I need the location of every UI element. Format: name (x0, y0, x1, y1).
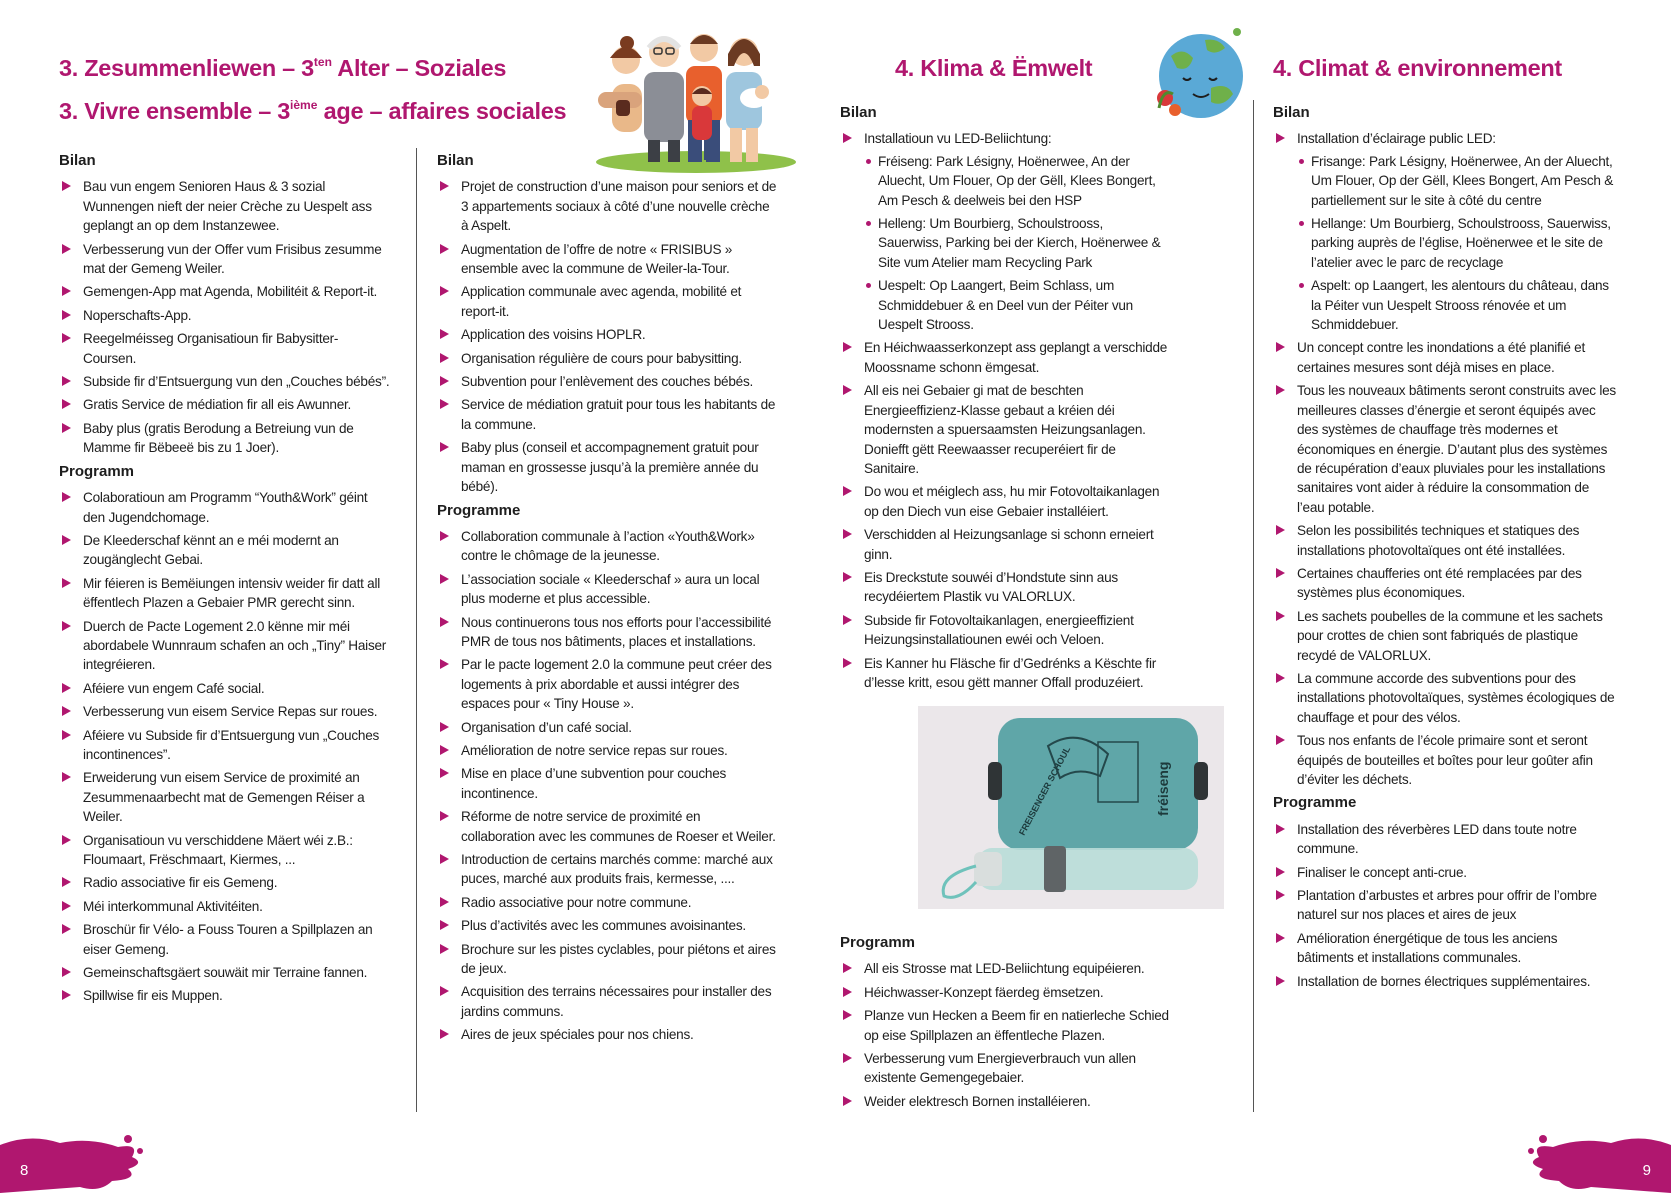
sub-list-item: Helleng: Um Bourbierg, Schoulstrooss, Sauerwiss, Parking bei der Kierch, Hoënerwee & Site vum Atelier mam Recycling Park (864, 214, 1170, 272)
list-item: Planze vun Hecken a Beem fir en natierleche Schied op eise Spillplazen an ëffentleche Plazen. (840, 1006, 1170, 1045)
list-item: Les sachets poubelles de la commune et les sachets pour crottes de chien sont fabriqués de plastique recydé de VALORLUX. (1273, 607, 1616, 665)
list-item: Duerch de Pacte Logement 2.0 kënne mir méi abordabele Wunnraum schafen an och „Tiny” Haiser integréieren. (59, 617, 391, 675)
list-item: Baby plus (conseil et accompagnement gratuit pour maman en grossesse jusqu’à la première année du bébé). (437, 438, 777, 496)
list-item: Amélioration énergétique de tous les anciens bâtiments et installations communales. (1273, 929, 1616, 968)
list-item: Verschidden al Heizungsanlage si schonn erneiert ginn. (840, 525, 1170, 564)
list-item: Subside fir Fotovoltaikanlagen, energieeffizient Heizungsinstallatiounen ewéi och Veloen. (840, 611, 1170, 650)
list-item: Application des voisins HOPLR. (437, 325, 777, 344)
right-page (835, 0, 1671, 1193)
list-item: Gemengen-App mat Agenda, Mobilitéit & Report-it. (59, 282, 391, 301)
corner-splash-right (1521, 1123, 1671, 1193)
list-item: Projet de construction d’une maison pour seniors et de 3 appartements sociaux à côté d’une nouvelle crèche à Aspelt. (437, 177, 777, 235)
list-item (1273, 129, 1616, 334)
programme-list (437, 527, 777, 1045)
list-item: Amélioration de notre service repas sur roues. (437, 741, 777, 760)
list-item: Organisatioun vu verschiddene Mäert wéi z.B.: Floumaart, Frëschmaart, Kiermes, ... (59, 831, 391, 870)
bilan-heading: Bilan (1273, 104, 1310, 121)
sub-list-item: Fréiseng: Park Lésigny, Hoënerwee, An der Aluecht, Um Flouer, Op der Gëll, Klees Bongert, Am Pesch & deelweis bei den HSP (864, 152, 1170, 210)
list-item: Organisation d’un café social. (437, 718, 777, 737)
list-item: All eis nei Gebaier gi mat de beschten Energieeffizienz-Klasse gebaut a kréien déi modernsten a spuersaamsten Heizungsanlagen. Doniefft gëtt Reewaasser recuperéiert fir de Sanitaire. (840, 381, 1170, 478)
list-item: Baby plus (gratis Berodung a Betreiung vun de Mamme fir Bëbeeë bis zu 1 Joer). (59, 419, 391, 458)
list-item: De Kleederschaf kënnt an e méi modernt an zougänglecht Gebai. (59, 531, 391, 570)
programme-heading: Programme (1273, 794, 1357, 812)
left-page (0, 0, 835, 1193)
list-item: Organisation régulière de cours pour babysitting. (437, 349, 777, 368)
column-fr (1273, 103, 1616, 995)
list-item: Verbesserung vum Energieverbrauch vun allen existente Gemengegebaier. (840, 1049, 1170, 1088)
list-item: Radio associative pour notre commune. (437, 893, 777, 912)
list-item: Eis Dreckstute souwéi d’Hondstute sinn aus recydéiertem Plastik vu VALORLUX. (840, 568, 1170, 607)
list-item: Introduction de certains marchés comme: marché aux puces, marché aux produits frais, kermesse, .... (437, 850, 777, 889)
page-number: 9 (1642, 1162, 1651, 1179)
list-item: Tous nos enfants de l’école primaire sont et seront équipés de bouteilles et boîtes pour leur goûter afin d’éviter les déchets. (1273, 731, 1616, 789)
list-item: Colaboratioun am Programm “Youth&Work” géint den Jugendchomage. (59, 488, 391, 527)
list-item: Selon les possibilités techniques et statiques des installations photovoltaïques ont été installées. (1273, 521, 1616, 560)
list-item: Mir féieren is Bemëiungen intensiv weider fir datt all ëffentlech Plazen a Gebaier PMR gerecht sinn. (59, 574, 391, 613)
list-item: Subside fir d’Entsuergung vun den „Couches bébés”. (59, 372, 391, 391)
list-item: Par le pacte logement 2.0 la commune peut créer des logements à prix abordable et aussi intégrer des espaces pour « Tiny House ». (437, 655, 777, 713)
section-title-lu: 4. Klima & Ëmwelt (895, 55, 1093, 81)
list-item: Tous les nouveaux bâtiments seront construits avec les meilleures classes d’énergie et seront équipés avec des systèmes de chauffage très modernes et économiques en énergie. D’autant plus des systèmes de récupération d’eaux pluviales pour les installations sanitaires vont aider à réduire la consommation de l’eau potable. (1273, 381, 1616, 517)
list-item: Nous continuerons tous nos efforts pour l’accessibilité PMR de tous nos bâtiments, places et installations. (437, 613, 777, 652)
list-item: Méi interkommunal Aktivitéiten. (59, 897, 391, 916)
page-number: 8 (20, 1162, 29, 1179)
list-item: All eis Strosse mat LED-Beliichtung equipéieren. (840, 959, 1170, 978)
column-fr (437, 151, 777, 1049)
programme-list (1273, 820, 1616, 991)
list-item: Service de médiation gratuit pour tous les habitants de la commune. (437, 395, 777, 434)
list-item: Broschür fir Vélo- a Fouss Touren a Spillplazen an eiser Gemeng. (59, 920, 391, 959)
list-item: Eis Kanner hu Fläsche fir d’Gedrénks a Këschte fir d’lesse kritt, esou gëtt manner Offall produzéiert. (840, 654, 1170, 693)
list-item: Certaines chaufferies ont été remplacées par des systèmes plus économiques. (1273, 564, 1616, 603)
sub-list-item: Uespelt: Op Laangert, Beim Schlass, um Schmiddebuer & en Deel vun der Péiter vun Uespelt Strooss. (864, 276, 1170, 334)
list-item: Installation de bornes électriques supplémentaires. (1273, 972, 1616, 991)
column-lu (840, 103, 1170, 696)
list-item: En Héichwaasserkonzept ass geplangt a verschidde Moossname schonn ëmgesat. (840, 338, 1170, 377)
list-item: Finaliser le concept anti-crue. (1273, 863, 1616, 882)
lunchbox-bottle-photo (918, 706, 1224, 909)
bilan-list (59, 177, 391, 457)
bilan-list (1273, 129, 1616, 789)
list-item: Installation des réverbères LED dans toute notre commune. (1273, 820, 1616, 859)
list-item: Verbesserung vun der Offer vum Frisibus zesumme mat der Gemeng Weiler. (59, 240, 391, 279)
list-item: Héichwasser-Konzept fäerdeg ëmsetzen. (840, 983, 1170, 1002)
list-item: Aféiere vun engem Café social. (59, 679, 391, 698)
section-title-fr: 4. Climat & environnement (1273, 55, 1562, 81)
list-item: Aires de jeux spéciales pour nos chiens. (437, 1025, 777, 1044)
list-item: Plantation d’arbustes et arbres pour offrir de l’ombre naturel sur nos places et aires de jeux (1273, 886, 1616, 925)
list-item: Réforme de notre service de proximité en collaboration avec les communes de Roeser et Weiler. (437, 807, 777, 846)
column-lu (59, 151, 391, 1010)
list-item: Brochure sur les pistes cyclables, pour piétons et aires de jeux. (437, 940, 777, 979)
corner-splash-left (0, 1123, 150, 1193)
bilan-list (437, 177, 777, 496)
section-title-lu: 3. Zesummenliewen – $3^{ten}$ Alter – Soziales (59, 55, 507, 81)
list-item: Spillwise fir eis Muppen. (59, 986, 391, 1005)
programme-heading: Programme (437, 501, 521, 519)
sub-list-item: Aspelt: op Laangert, les alentours du château, dans la Péiter vun Uespelt Strooss rénovée et um Schmiddebuer. (1297, 276, 1616, 334)
list-item: Erweiderung vun eisem Service de proximité an Zesummenaarbecht mat de Gemengen Réiser a Weiler. (59, 768, 391, 826)
photo-drawing (918, 706, 1224, 909)
list-item-text: Installation d’éclairage public LED: (1297, 131, 1496, 147)
section-title-fr: 3. Vivre ensemble – 3ième age – affaires sociales (59, 98, 567, 124)
list-item: Reegelméisseg Organisatioun fir Babysitter-Coursen. (59, 329, 391, 368)
sub-list-item: Hellange: Um Bourbierg, Schoulstrooss, Sauerwiss, parking auprès de l’église, Hoënerwee et le site de l’atelier avec le parc de recyclage (1297, 214, 1616, 272)
list-item: La commune accorde des subventions pour des installations photovoltaïques, systèmes écologiques de chauffage et pour des vélos. (1273, 669, 1616, 727)
photo-brand-label: fréiseng (1155, 761, 1171, 816)
list-item: Collaboration communale à l’action «Youth&Work» contre le chômage de la jeunesse. (437, 527, 777, 566)
list-item: Bau vun engem Senioren Haus & 3 sozial Wunnengen nieft der neier Crèche zu Uespelt ass geplangt an op dem Instanzewee. (59, 177, 391, 235)
bilan-list (840, 129, 1170, 692)
list-item: Application communale avec agenda, mobilité et report-it. (437, 282, 777, 321)
list-item: Acquisition des terrains nécessaires pour installer des jardins communs. (437, 982, 777, 1021)
programm-list (59, 488, 391, 1006)
sub-list-item: Frisange: Park Lésigny, Hoënerwee, An der Aluecht, Um Flouer, Op der Gëll, Klees Bongert, Am Pesch & partiellement sur le site à côté du centre (1297, 152, 1616, 210)
bilan-heading: Bilan (59, 152, 96, 169)
column-lu-programm (840, 933, 1170, 1115)
photo-school-label: FREISENGER SCHOUL (1016, 744, 1073, 837)
list-item: Mise en place d’une subvention pour couches incontinence. (437, 764, 777, 803)
programm-heading: Programm (840, 934, 916, 951)
list-item: Aféiere vu Subside fir d’Entsuergung vun „Couches incontinences”. (59, 726, 391, 765)
list-item: Radio associative fir eis Gemeng. (59, 873, 391, 892)
programm-heading: Programm (59, 462, 135, 480)
list-item: Noperschafts-App. (59, 306, 391, 325)
column-divider (416, 148, 417, 1112)
list-item: Weider elektresch Bornen installéieren. (840, 1092, 1170, 1111)
list-item: Un concept contre les inondations a été planifié et certaines mesures sont déjà mises en place. (1273, 338, 1616, 377)
sub-list (1297, 152, 1616, 335)
programm-list (840, 959, 1170, 1111)
list-item-text: Installatioun vu LED-Beliichtung: (864, 131, 1052, 147)
list-item: Do wou et méiglech ass, hu mir Fotovoltaikanlagen op den Diech vun eise Gebaier installéiert. (840, 482, 1170, 521)
sub-list (864, 152, 1170, 335)
list-item: L’association sociale « Kleederschaf » aura un local plus moderne et plus accessible. (437, 570, 777, 609)
bilan-heading: Bilan (840, 104, 877, 121)
bilan-heading: Bilan (437, 152, 474, 169)
list-item: Gemeinschaftsgäert souwäit mir Terraine fannen. (59, 963, 391, 982)
list-item: Plus d’activités avec les communes avoisinantes. (437, 916, 777, 935)
column-divider (1253, 100, 1254, 1112)
list-item: Gratis Service de médiation fir all eis Awunner. (59, 395, 391, 414)
list-item (840, 129, 1170, 334)
list-item: Subvention pour l’enlèvement des couches bébés. (437, 372, 777, 391)
list-item: Verbesserung vun eisem Service Repas sur roues. (59, 702, 391, 721)
list-item: Augmentation de l’offre de notre « FRISIBUS » ensemble avec la commune de Weiler-la-Tour. (437, 240, 777, 279)
